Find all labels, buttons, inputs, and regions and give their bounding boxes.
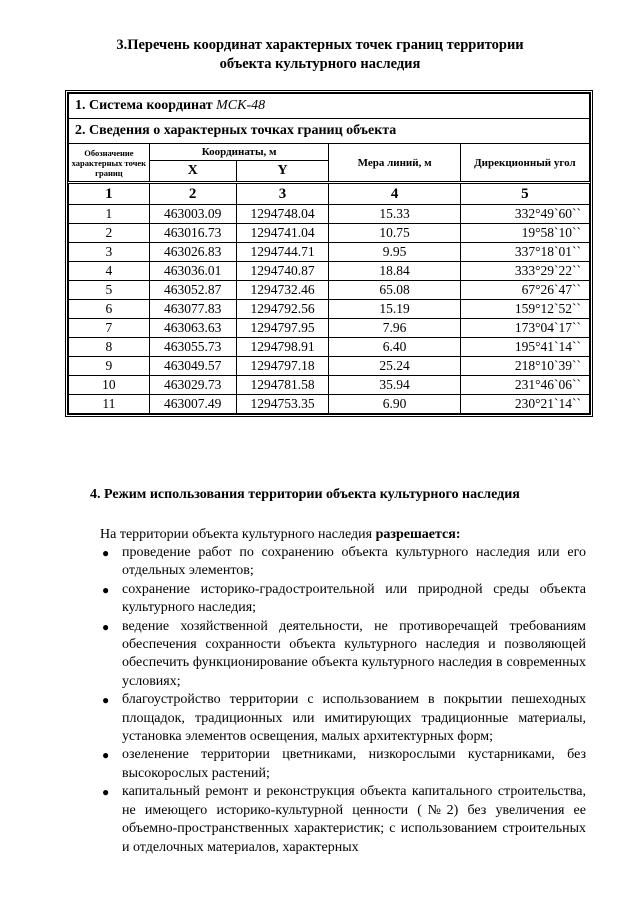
- y-cell: 1294797.18: [236, 357, 329, 376]
- point-number-cell: 9: [69, 357, 150, 376]
- direction-cell: 230°21`14``: [460, 395, 589, 414]
- list-item-text: озеленение территории цветниками, низкорослыми кустарниками, без высокорослых растений;: [122, 747, 586, 781]
- x-cell: 463049.57: [149, 357, 236, 376]
- table-row: [69, 319, 590, 338]
- bullet-icon: ●: [102, 546, 110, 560]
- direction-cell: 159°12`52``: [460, 300, 589, 319]
- direction-cell: 231°46`06``: [460, 376, 589, 395]
- y-cell: 1294748.04: [236, 205, 329, 224]
- point-number-cell: 6: [69, 300, 150, 319]
- direction-cell: 218°10`39``: [460, 357, 589, 376]
- table-row: [69, 262, 590, 281]
- list-item: [80, 746, 586, 783]
- length-cell: 35.94: [329, 376, 460, 395]
- y-cell: 1294732.46: [236, 281, 329, 300]
- column-number: 2: [149, 183, 236, 205]
- length-cell: 10.75: [329, 224, 460, 243]
- length-cell: 6.40: [329, 338, 460, 357]
- table-row: [69, 376, 590, 395]
- header-x: X: [149, 161, 236, 183]
- bullet-icon: ●: [102, 582, 110, 597]
- point-number-cell: 8: [69, 338, 150, 357]
- direction-cell: 173°04`17``: [460, 319, 589, 338]
- coordinate-system-row: [69, 94, 590, 119]
- y-cell: 1294797.95: [236, 319, 329, 338]
- section3-title-line1: 3.Перечень координат характерных точек границ территории: [116, 37, 524, 53]
- length-cell: 15.33: [329, 205, 460, 224]
- point-number-cell: 5: [69, 281, 150, 300]
- y-cell: 1294753.35: [236, 395, 329, 414]
- length-cell: 18.84: [329, 262, 460, 281]
- list-item: [80, 581, 586, 618]
- direction-cell: 333°29`22``: [460, 262, 589, 281]
- y-cell: 1294740.87: [236, 262, 329, 281]
- list-item: [80, 618, 586, 692]
- x-cell: 463016.73: [149, 224, 236, 243]
- point-number-cell: 1: [69, 205, 150, 224]
- section3-title: [60, 36, 580, 74]
- bullet-icon: ●: [102, 619, 110, 634]
- column-number: 4: [329, 183, 460, 205]
- direction-cell: 67°26`47``: [460, 281, 589, 300]
- table-row: [69, 281, 590, 300]
- section4-heading: 4. Режим использования территории объекта культурного наследия: [90, 487, 520, 502]
- y-cell: 1294744.71: [236, 243, 329, 262]
- x-cell: 463055.73: [149, 338, 236, 357]
- y-cell: 1294792.56: [236, 300, 329, 319]
- header-coordinates: Координаты, м: [149, 144, 329, 161]
- direction-cell: 332°49`60``: [460, 205, 589, 224]
- bullet-icon: ●: [102, 785, 110, 800]
- bullet-icon: ●: [102, 748, 110, 763]
- table-row: [69, 205, 590, 224]
- x-cell: 463052.87: [149, 281, 236, 300]
- point-number-cell: 11: [69, 395, 150, 414]
- coordinates-table: [65, 90, 593, 417]
- point-number-cell: 2: [69, 224, 150, 243]
- list-item-text: капитальный ремонт и реконструкция объекта капитального строительства, не имеющего историко-культурной ценности (№2) без увеличения ее объемно-пространственных характеристик; с использованием строительных и отделочных материалов, характерных: [122, 784, 586, 855]
- section2-label: 2. Сведения о характерных точках границ объекта: [69, 119, 590, 144]
- table-row: [69, 224, 590, 243]
- bullet-icon: ●: [102, 693, 110, 708]
- x-cell: 463036.01: [149, 262, 236, 281]
- list-item-text: сохранение историко-градостроительной или природной среды объекта культурного наследия;: [122, 581, 586, 616]
- x-cell: 463007.49: [149, 395, 236, 414]
- header-point: Обозначение характерных точек границ: [69, 144, 150, 183]
- coordinate-system-label: 1. Система координат: [75, 98, 217, 113]
- length-cell: 9.95: [329, 243, 460, 262]
- table-row: [69, 338, 590, 357]
- x-cell: 463003.09: [149, 205, 236, 224]
- section3-title-line2: объекта культурного наследия: [219, 56, 421, 72]
- list-item-text: проведение работ по сохранению объекта культурного наследия или его отдельных элементов;: [122, 545, 586, 579]
- y-cell: 1294781.58: [236, 376, 329, 395]
- point-number-cell: 10: [69, 376, 150, 395]
- point-number-cell: 7: [69, 319, 150, 338]
- table-row: [69, 300, 590, 319]
- length-cell: 15.19: [329, 300, 460, 319]
- length-cell: 65.08: [329, 281, 460, 300]
- header-direction: Дирекционный угол: [460, 144, 589, 183]
- intro-bold: разрешается:: [375, 527, 461, 542]
- length-cell: 25.24: [329, 357, 460, 376]
- list-item: [80, 691, 586, 746]
- y-cell: 1294798.91: [236, 338, 329, 357]
- point-number-cell: 4: [69, 262, 150, 281]
- table-row: [69, 395, 590, 414]
- x-cell: 463063.63: [149, 319, 236, 338]
- allowed-activities-list: [80, 544, 586, 857]
- header-length: Мера линий, м: [329, 144, 460, 183]
- table-row: [69, 243, 590, 262]
- column-number: 1: [69, 183, 150, 205]
- list-item-text: благоустройство территории с использованием в покрытии пешеходных площадок, традиционных или имитирующих традиционные материалы, установка элементов освещения, малых архитектурных форм;: [122, 692, 586, 745]
- direction-cell: 337°18`01``: [460, 243, 589, 262]
- length-cell: 7.96: [329, 319, 460, 338]
- x-cell: 463026.83: [149, 243, 236, 262]
- list-item-text: ведение хозяйственной деятельности, не противоречащей требованиям обеспечения сохранности объекта культурного наследия и позволяющей обеспечить функционирование объекта культурного наследия в современных условиях;: [122, 618, 586, 689]
- column-number-row: [69, 183, 590, 205]
- column-number: 3: [236, 183, 329, 205]
- x-cell: 463029.73: [149, 376, 236, 395]
- y-cell: 1294741.04: [236, 224, 329, 243]
- direction-cell: 19°58`10``: [460, 224, 589, 243]
- list-item: [80, 544, 586, 581]
- section4-intro: [100, 527, 461, 543]
- intro-text: На территории объекта культурного наследия: [100, 527, 376, 542]
- length-cell: 6.90: [329, 395, 460, 414]
- direction-cell: 195°41`14``: [460, 338, 589, 357]
- header-y: Y: [236, 161, 329, 183]
- list-item: [80, 783, 586, 857]
- point-number-cell: 3: [69, 243, 150, 262]
- table-row: [69, 357, 590, 376]
- coordinate-system-value: МСК-48: [216, 98, 266, 113]
- x-cell: 463077.83: [149, 300, 236, 319]
- column-number: 5: [460, 183, 589, 205]
